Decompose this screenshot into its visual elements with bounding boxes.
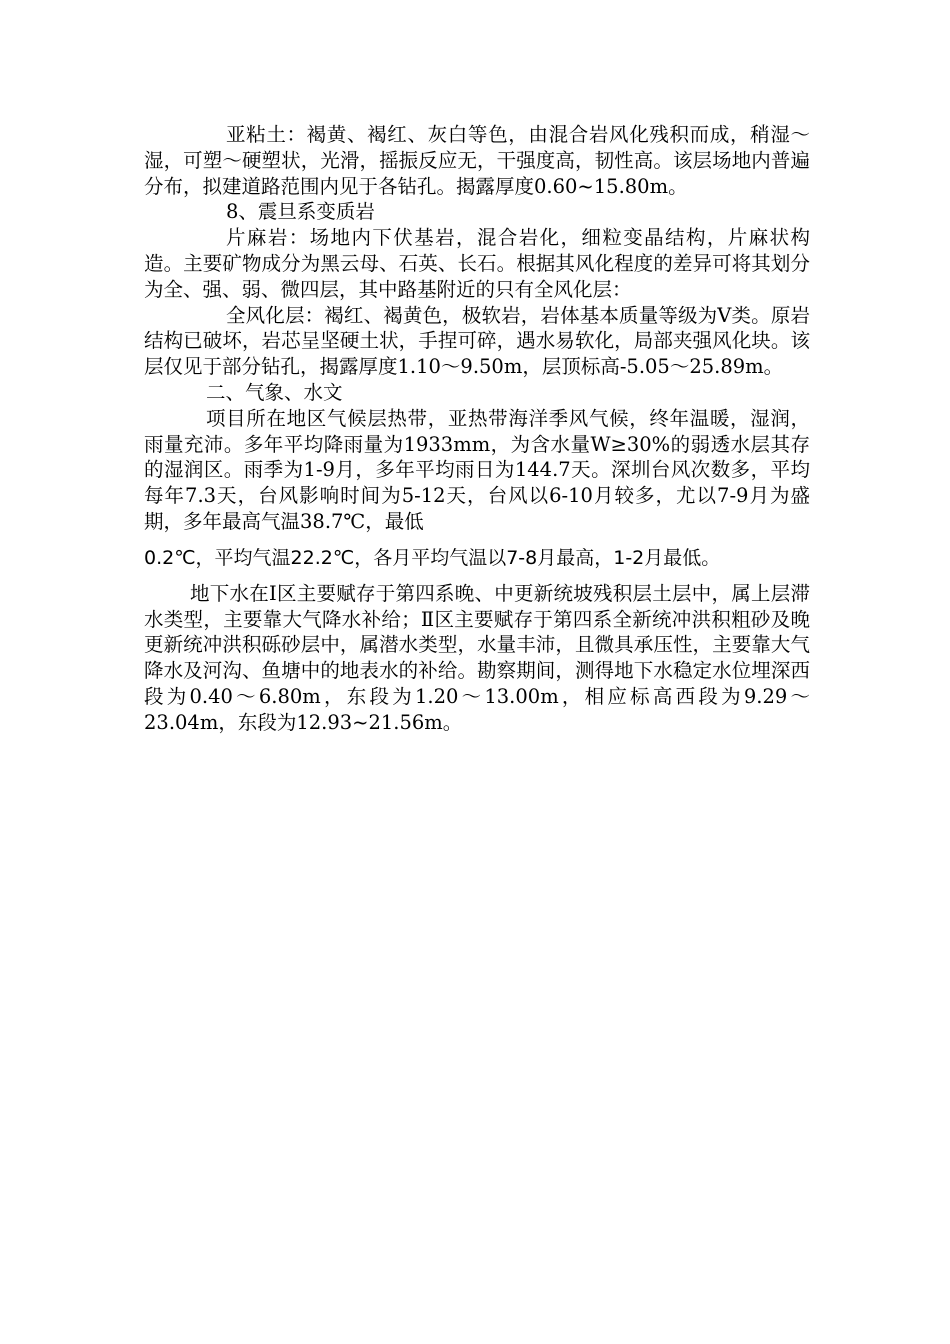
heading-meteorology-hydrology: 二、气象、水文 — [206, 380, 343, 404]
paragraph-climate: 项目所在地区气候层热带，亚热带海洋季风气候，终年温暖，湿润，雨量充沛。多年平均降雨量为1933mm，为含水量W≥30%的弱透水层其存的湿润区。雨季为1-9月，多年平均雨日为144.7天。深圳台风次数多，平均每年7.3天，台风影响时间为5-12天，台风以6-10月较多，尤以7-9月为盛期，多年最高气温38.7℃，最低 — [144, 406, 810, 533]
paragraph-gneiss: 片麻岩：场地内下伏基岩，混合岩化，细粒变晶结构，片麻状构造。主要矿物成分为黑云母、石英、长石。根据其风化程度的差异可将其划分为全、强、弱、微四层，其中路基附近的只有全风化层： — [144, 226, 810, 301]
paragraph-subclay: 亚粘土：褐黄、褐红、灰白等色，由混合岩风化残积而成，稍湿～湿，可塑～硬塑状，光滑，摇振反应无，干强度高，韧性高。该层场地内普遍分布，拟建道路范围内见于各钻孔。揭露厚度0.60~15.80m。 — [144, 123, 810, 198]
paragraph-temperature-line: 0.2℃，平均气温22.2℃，各月平均气温以7-8月最高，1-2月最低。 — [144, 546, 721, 569]
heading-sinian-metamorphic-rock: 8、震旦系变质岩 — [226, 200, 375, 224]
paragraph-fully-weathered-layer: 全风化层：褐红、褐黄色，极软岩，岩体基本质量等级为Ⅴ类。原岩结构已破坏，岩芯呈坚硬土状，手捏可碎，遇水易软化，局部夹强风化块。该层仅见于部分钻孔，揭露厚度1.10～9.50m，层顶标高-5.05～25.89m。 — [144, 303, 810, 379]
paragraph-groundwater: 地下水在Ⅰ区主要赋存于第四系晚、中更新统坡残积层土层中，属上层滞水类型，主要靠大气降水补给；Ⅱ区主要赋存于第四系全新统冲洪积粗砂及晚更新统冲洪积砾砂层中，属潜水类型，水量丰沛，且微具承压性，主要靠大气降水及河沟、鱼塘中的地表水的补给。勘察期间，测得地下水稳定水位埋深西段为0.40～6.80m，东段为1.20～13.00m，相应标高西段为9.29～23.04m，东段为12.93~21.56m。 — [144, 581, 810, 734]
document-body — [144, 122, 810, 736]
